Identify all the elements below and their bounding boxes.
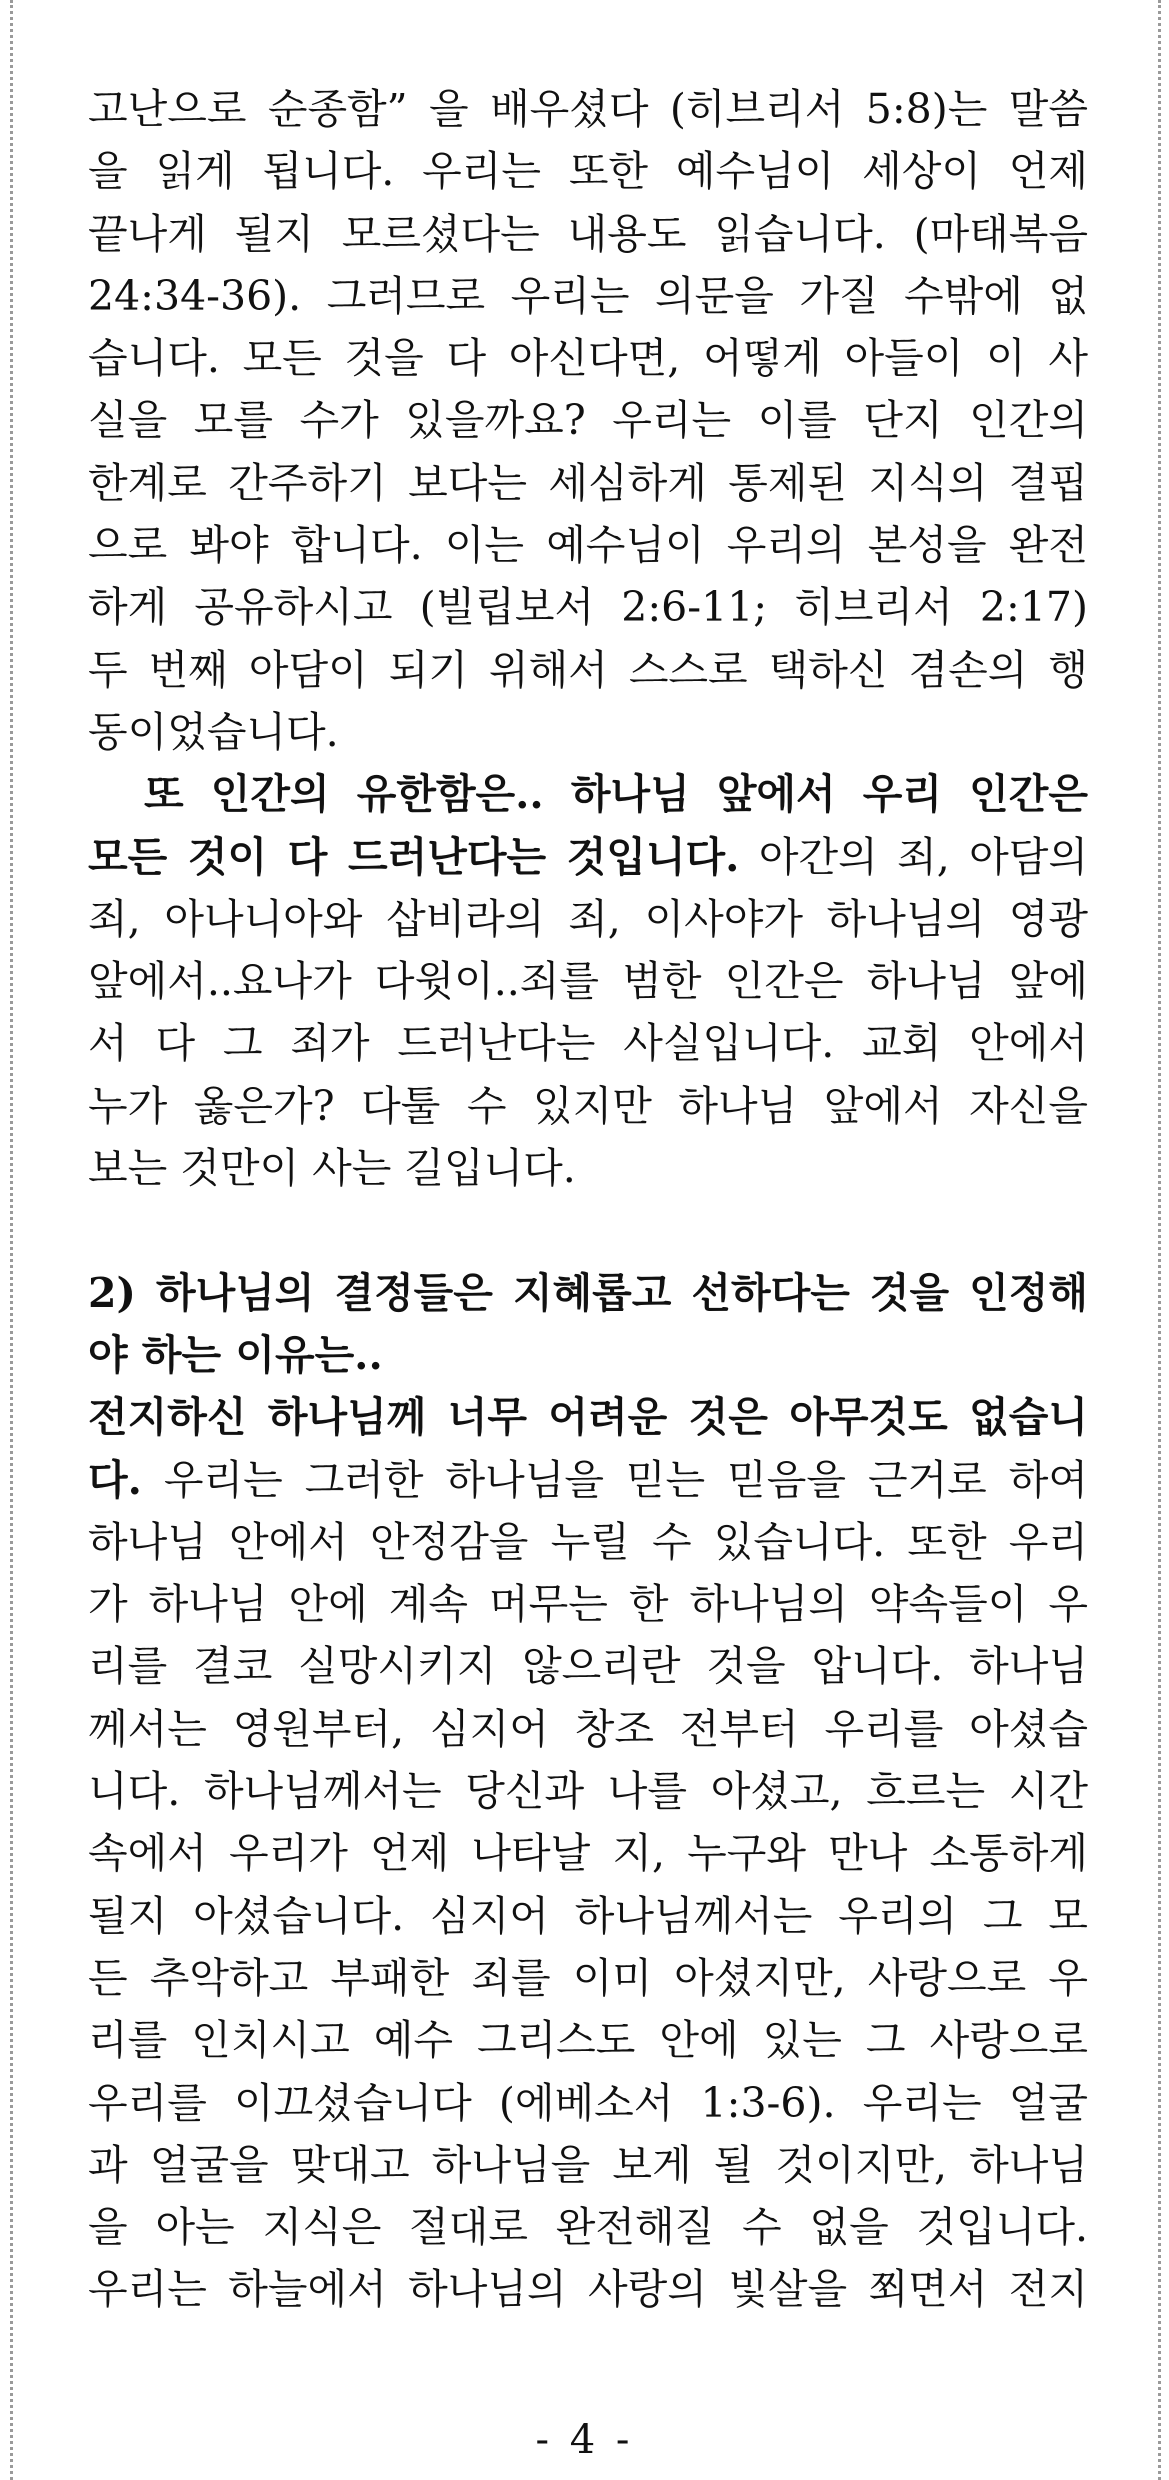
bold-phrase: 모든 것이 다 드러난다는 것입니다. (88, 832, 740, 881)
text-line: 우리는 하늘에서 하나님의 사랑의 빛살을 쬐면서 전지 (88, 2265, 1088, 2314)
text-line: 하게 공유하시고 (빌립보서 2:6-11; 히브리서 2:17) (88, 583, 1088, 632)
text-line: 두 번째 아담이 되기 위해서 스스로 택하신 겸손의 행 (88, 645, 1088, 694)
text-line: 누가 옳은가? 다툴 수 있지만 하나님 앞에서 자신을 (88, 1081, 1088, 1130)
left-dotted-border (10, 0, 13, 2480)
text-line: 끝나게 될지 모르셨다는 내용도 읽습니다. (마태복음 (88, 209, 1088, 258)
text-line: 든 추악하고 부패한 죄를 이미 아셨지만, 사랑으로 우 (88, 1953, 1088, 2002)
text-line: 우리를 이끄셨습니다 (에베소서 1:3-6). 우리는 얼굴 (88, 2078, 1088, 2127)
text-line: 죄, 아나니아와 삽비라의 죄, 이사야가 하나님의 영광 (88, 894, 1088, 943)
text-line: 서 다 그 죄가 드러난다는 사실입니다. 교회 안에서 (88, 1019, 1088, 1068)
text-line: 보는 것만이 사는 길입니다. (88, 1144, 576, 1193)
text-line: 고난으로 순종함” 을 배우셨다 (히브리서 5:8)는 말씀 (88, 85, 1088, 133)
text-line: 실을 모를 수가 있을까요? 우리는 이를 단지 인간의 (88, 396, 1088, 445)
text-line: 을 읽게 됩니다. 우리는 또한 예수님이 세상이 언제 (88, 147, 1088, 196)
text-line: 앞에서..요나가 다윗이..죄를 범한 인간은 하나님 앞에 (88, 957, 1088, 1006)
blank-line (88, 1199, 1088, 1261)
text-line: 동이었습니다. (88, 707, 339, 756)
text-line: 될지 아셨습니다. 심지어 하나님께서는 우리의 그 모 (88, 1891, 1088, 1940)
right-dotted-border (1158, 0, 1161, 2480)
bold-text-line: 또 인간의 유한함은.. 하나님 앞에서 우리 인간은 (144, 770, 1088, 819)
mixed-text-line (88, 1449, 1088, 1511)
body-text (88, 78, 1088, 2321)
section-heading: 야 하는 이유는.. (88, 1330, 383, 1379)
section-heading: 2) 하나님의 결정들은 지혜롭고 선하다는 것을 인정해 (88, 1268, 1088, 1317)
text-phrase: 아간의 죄, 아담의 (739, 832, 1088, 881)
bold-text-line: 전지하신 하나님께 너무 어려운 것은 아무것도 없습니 (88, 1393, 1088, 1442)
text-line: 리를 인치시고 예수 그리스도 안에 있는 그 사랑으로 (88, 2016, 1088, 2065)
text-line: 가 하나님 안에 계속 머무는 한 하나님의 약속들이 우 (88, 1580, 1088, 1629)
bold-phrase: 다. (88, 1455, 142, 1504)
text-line: 께서는 영원부터, 심지어 창조 전부터 우리를 아셨습 (88, 1704, 1088, 1753)
text-line: 24:34-36). 그러므로 우리는 의문을 가질 수밖에 없 (88, 271, 1088, 320)
text-line: 니다. 하나님께서는 당신과 나를 아셨고, 흐르는 시간 (88, 1767, 1088, 1816)
mixed-text-line (88, 826, 1088, 888)
text-line: 한계로 간주하기 보다는 세심하게 통제된 지식의 결핍 (88, 458, 1088, 507)
text-line: 하나님 안에서 안정감을 누릴 수 있습니다. 또한 우리 (88, 1517, 1088, 1566)
text-line: 리를 결코 실망시키지 않으리란 것을 압니다. 하나님 (88, 1642, 1088, 1691)
text-line: 습니다. 모든 것을 다 아신다면, 어떻게 아들이 이 사 (88, 334, 1088, 383)
text-line: 속에서 우리가 언제 나타날 지, 누구와 만나 소통하게 (88, 1829, 1088, 1878)
text-phrase: 우리는 그러한 하나님을 믿는 믿음을 근거로 하여 (141, 1455, 1088, 1504)
text-line: 을 아는 지식은 절대로 완전해질 수 없을 것입니다. (88, 2203, 1088, 2252)
text-line: 으로 봐야 합니다. 이는 예수님이 우리의 본성을 완전 (88, 521, 1088, 570)
page-number: - 4 - (535, 2417, 634, 2463)
text-line: 과 얼굴을 맞대고 하나님을 보게 될 것이지만, 하나님 (88, 2140, 1088, 2189)
